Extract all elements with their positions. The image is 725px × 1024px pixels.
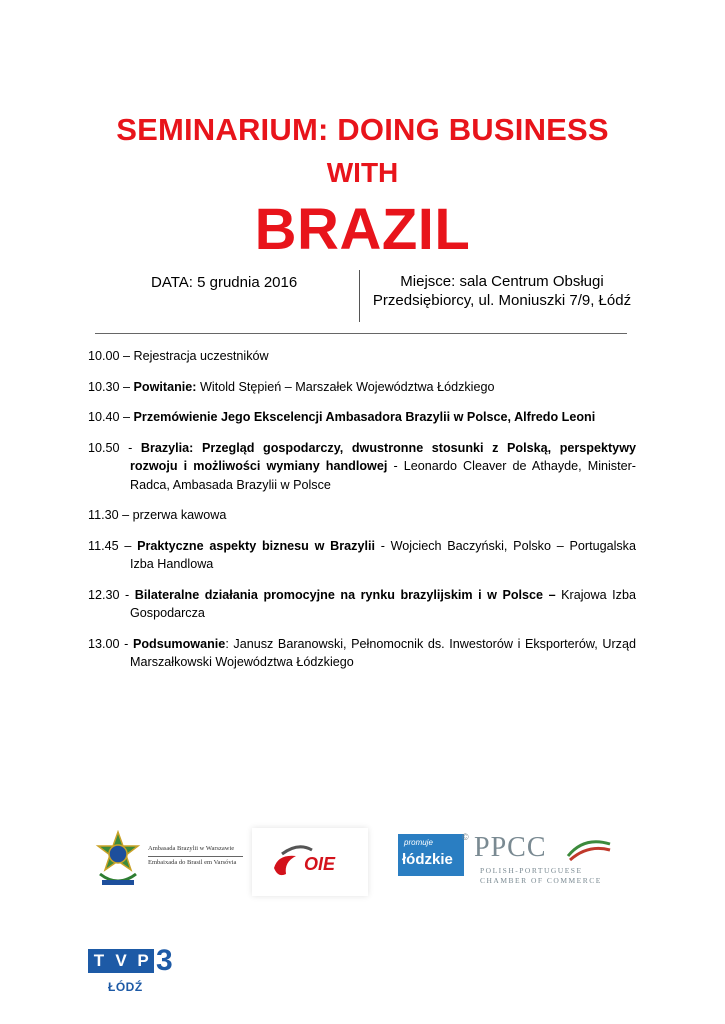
agenda-time: 10.40 – <box>88 410 134 424</box>
agenda-title: Bilateralne działania promocyjne na rynku brazylijskim i w Polsce – <box>134 587 556 602</box>
agenda-time: 10.50 - <box>88 440 141 455</box>
tvp-letter-t: T <box>88 949 110 973</box>
agenda-text: - Wojciech Baczyński, Polsko – Portugalska Izba Handlowa <box>130 538 636 571</box>
tvp-letter-v: V <box>110 949 132 973</box>
agenda-title: Praktyczne aspekty biznesu w Brazylii <box>137 538 375 553</box>
agenda-item <box>88 537 636 574</box>
event-date: DATA: 5 grudnia 2016 <box>151 274 298 291</box>
horizontal-rule <box>95 333 627 334</box>
agenda-item <box>88 635 636 672</box>
ppcc-logo <box>462 830 618 885</box>
agenda-text: Krajowa Izba Gospodarcza <box>130 587 636 620</box>
info-divider <box>359 270 360 322</box>
tvp-number: 3 <box>156 944 173 977</box>
title-line-3: BRAZIL <box>254 197 471 262</box>
agenda-time: 10.00 – <box>88 349 134 363</box>
oie-text: OIE <box>304 854 336 874</box>
agenda-item <box>88 586 636 623</box>
ppcc-line-1: POLISH-PORTUGUESE <box>480 866 583 875</box>
agenda <box>88 347 636 684</box>
agenda-time: 13.00 - <box>88 636 133 651</box>
agenda-item <box>88 408 636 427</box>
ppcc-line-2: CHAMBER OF COMMERCE <box>480 876 602 885</box>
agenda-item <box>88 506 636 525</box>
agenda-title: Przemówienie Jego Ekscelencji Ambasadora Brazylii w Polsce, Alfredo Leoni <box>133 410 596 424</box>
agenda-time: 10.30 – <box>88 379 134 394</box>
agenda-text: Rejestracja uczestników <box>133 349 269 363</box>
place-line-2: Przedsiębiorcy, ul. Moniuszki 7/9, Łódź <box>372 292 632 309</box>
agenda-item <box>88 378 636 397</box>
agenda-time: 11.30 – <box>88 508 133 522</box>
agenda-text: : Janusz Baranowski, Pełnomocnik ds. Inwestorów i Eksporterów, Urząd Marszałkowski Województwa Łódzkiego <box>130 636 636 669</box>
ppcc-title: PPCC <box>474 832 547 863</box>
ppcc-swirl-icon <box>564 834 614 864</box>
title-line-2: WITH <box>326 157 399 188</box>
agenda-title: Podsumowanie <box>132 636 226 651</box>
title-line-1: SEMINARIUM: DOING BUSINESS <box>116 112 609 147</box>
agenda-title: Brazylia: Przegląd gospodarczy, dwustronne stosunki z Polską, perspektywy rozwoju i możliwości wymiany handlowej <box>130 440 636 473</box>
oie-logo <box>252 828 368 896</box>
sponsor-logos <box>0 822 725 902</box>
agenda-text: - Leonardo Cleaver de Athayde, Minister-Radca, Ambasada Brazylii w Polsce <box>130 459 636 492</box>
tvp3-logo <box>88 945 184 977</box>
lodzkie-text: łódzkie <box>402 851 453 868</box>
brazil-coat-of-arms-icon <box>90 830 146 892</box>
place-line-1: Miejsce: sala Centrum Obsługi <box>400 273 604 290</box>
tvp-city: ŁÓDŹ <box>108 980 143 994</box>
agenda-text: przerwa kawowa <box>132 508 227 522</box>
agenda-text: Witold Stępień – Marszałek Województwa Łódzkiego <box>196 379 495 394</box>
promuje-lodzkie-logo <box>398 834 464 876</box>
agenda-time: 11.45 – <box>88 538 138 553</box>
agenda-item <box>88 439 636 495</box>
agenda-item <box>88 347 636 366</box>
promuje-text: promuje <box>404 838 433 847</box>
embassy-logo <box>90 830 250 892</box>
embassy-rule <box>148 856 243 857</box>
tvp-letter-p: P <box>132 949 154 973</box>
embassy-name-pt: Embaixada do Brasil em Varsóvia <box>148 859 237 866</box>
ppcc-copyright-mark: © <box>462 832 469 842</box>
embassy-name-pl: Ambasada Brazylii w Warszawie <box>148 845 235 852</box>
agenda-time: 12.30 - <box>88 587 135 602</box>
event-place <box>372 272 632 310</box>
agenda-title: Powitanie: <box>133 379 197 394</box>
